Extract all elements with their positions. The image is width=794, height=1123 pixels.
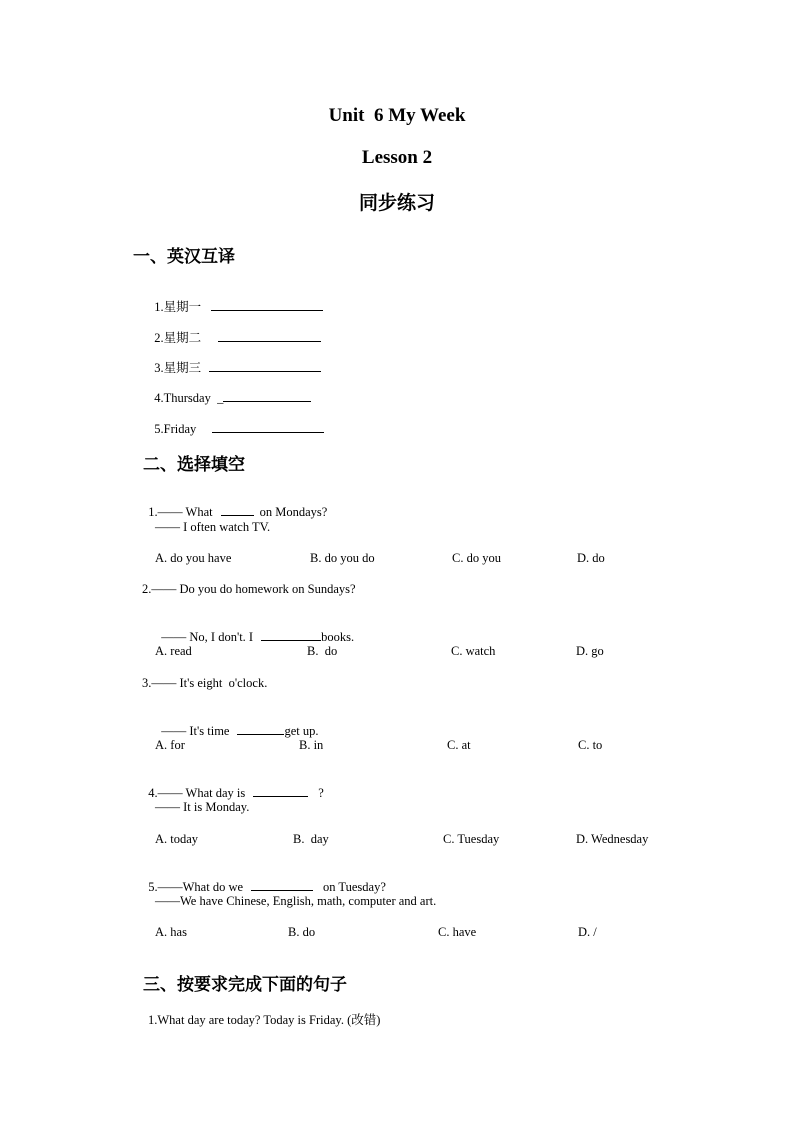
question-5: 5.——What do we on Tuesday? xyxy=(148,880,386,894)
option-c[interactable]: C. at xyxy=(447,738,471,752)
option-a[interactable]: A. today xyxy=(155,832,199,846)
question-2-answer: —— No, I don't. I books. xyxy=(161,630,355,644)
question-3: 3.—— It's eight o'clock. xyxy=(142,676,268,690)
sentence-item: 1.What day are today? Today is Friday. (改错) xyxy=(148,1013,381,1027)
option-c[interactable]: C. Tuesday xyxy=(443,832,500,846)
item-prompt: 2.星期二 xyxy=(154,331,202,345)
page-title: Unit 6 My Week xyxy=(328,105,466,126)
page-subtitle: 同步练习 xyxy=(358,193,435,214)
option-d[interactable]: D. Wednesday xyxy=(576,832,649,846)
translation-item xyxy=(148,405,327,437)
translation-item xyxy=(148,282,326,315)
section-heading-2: 二、选择填空 xyxy=(143,455,245,474)
item-prompt: 4.Thursday _ xyxy=(154,391,224,405)
question-4: 4.—— What day is ? xyxy=(148,786,324,800)
item-prompt: 1.星期一 xyxy=(154,300,202,314)
option-d[interactable]: D. / xyxy=(578,925,597,939)
translation-item xyxy=(148,343,324,376)
option-b[interactable]: B. day xyxy=(293,832,329,846)
answer-blank[interactable] xyxy=(218,329,321,342)
option-a[interactable]: A. has xyxy=(155,925,187,939)
answer-blank[interactable] xyxy=(211,298,323,311)
item-prompt: 5.Friday xyxy=(154,422,197,436)
option-b[interactable]: B. in xyxy=(299,738,324,752)
option-c[interactable]: C. watch xyxy=(451,644,496,658)
option-d[interactable]: D. go xyxy=(576,644,604,658)
option-d[interactable]: C. to xyxy=(578,738,603,752)
question-2: 2.—— Do you do homework on Sundays? xyxy=(142,582,356,596)
option-b[interactable]: B. do xyxy=(307,644,338,658)
section-heading-1: 一、英汉互译 xyxy=(133,247,235,266)
question-5-answer: ——We have Chinese, English, math, computer and art. xyxy=(155,894,437,908)
option-a[interactable]: A. read xyxy=(155,644,192,658)
answer-blank[interactable] xyxy=(251,878,313,891)
answer-blank[interactable] xyxy=(221,503,254,516)
lesson-title: Lesson 2 xyxy=(361,147,433,168)
question-3-answer: —— It's time get up. xyxy=(161,724,319,738)
option-c[interactable]: C. have xyxy=(438,925,477,939)
translation-item xyxy=(148,374,314,406)
question-1: 1.—— What on Mondays? xyxy=(148,505,328,519)
option-d[interactable]: D. do xyxy=(577,551,605,565)
answer-blank[interactable] xyxy=(209,359,321,372)
item-prompt: 3.星期三 xyxy=(154,361,202,375)
option-a[interactable]: A. for xyxy=(155,738,185,752)
translation-item xyxy=(148,313,324,346)
option-a[interactable]: A. do you have xyxy=(155,551,232,565)
section-heading-3: 三、按要求完成下面的句子 xyxy=(143,975,347,994)
answer-blank[interactable] xyxy=(237,722,284,735)
answer-blank[interactable] xyxy=(212,420,324,433)
answer-blank[interactable] xyxy=(261,628,321,641)
answer-blank[interactable] xyxy=(253,784,308,797)
option-c[interactable]: C. do you xyxy=(452,551,501,565)
option-b[interactable]: B. do xyxy=(288,925,316,939)
answer-blank[interactable] xyxy=(223,389,311,402)
question-1-answer: —— I often watch TV. xyxy=(155,520,271,534)
option-b[interactable]: B. do you do xyxy=(310,551,375,565)
question-4-answer: —— It is Monday. xyxy=(155,800,250,814)
